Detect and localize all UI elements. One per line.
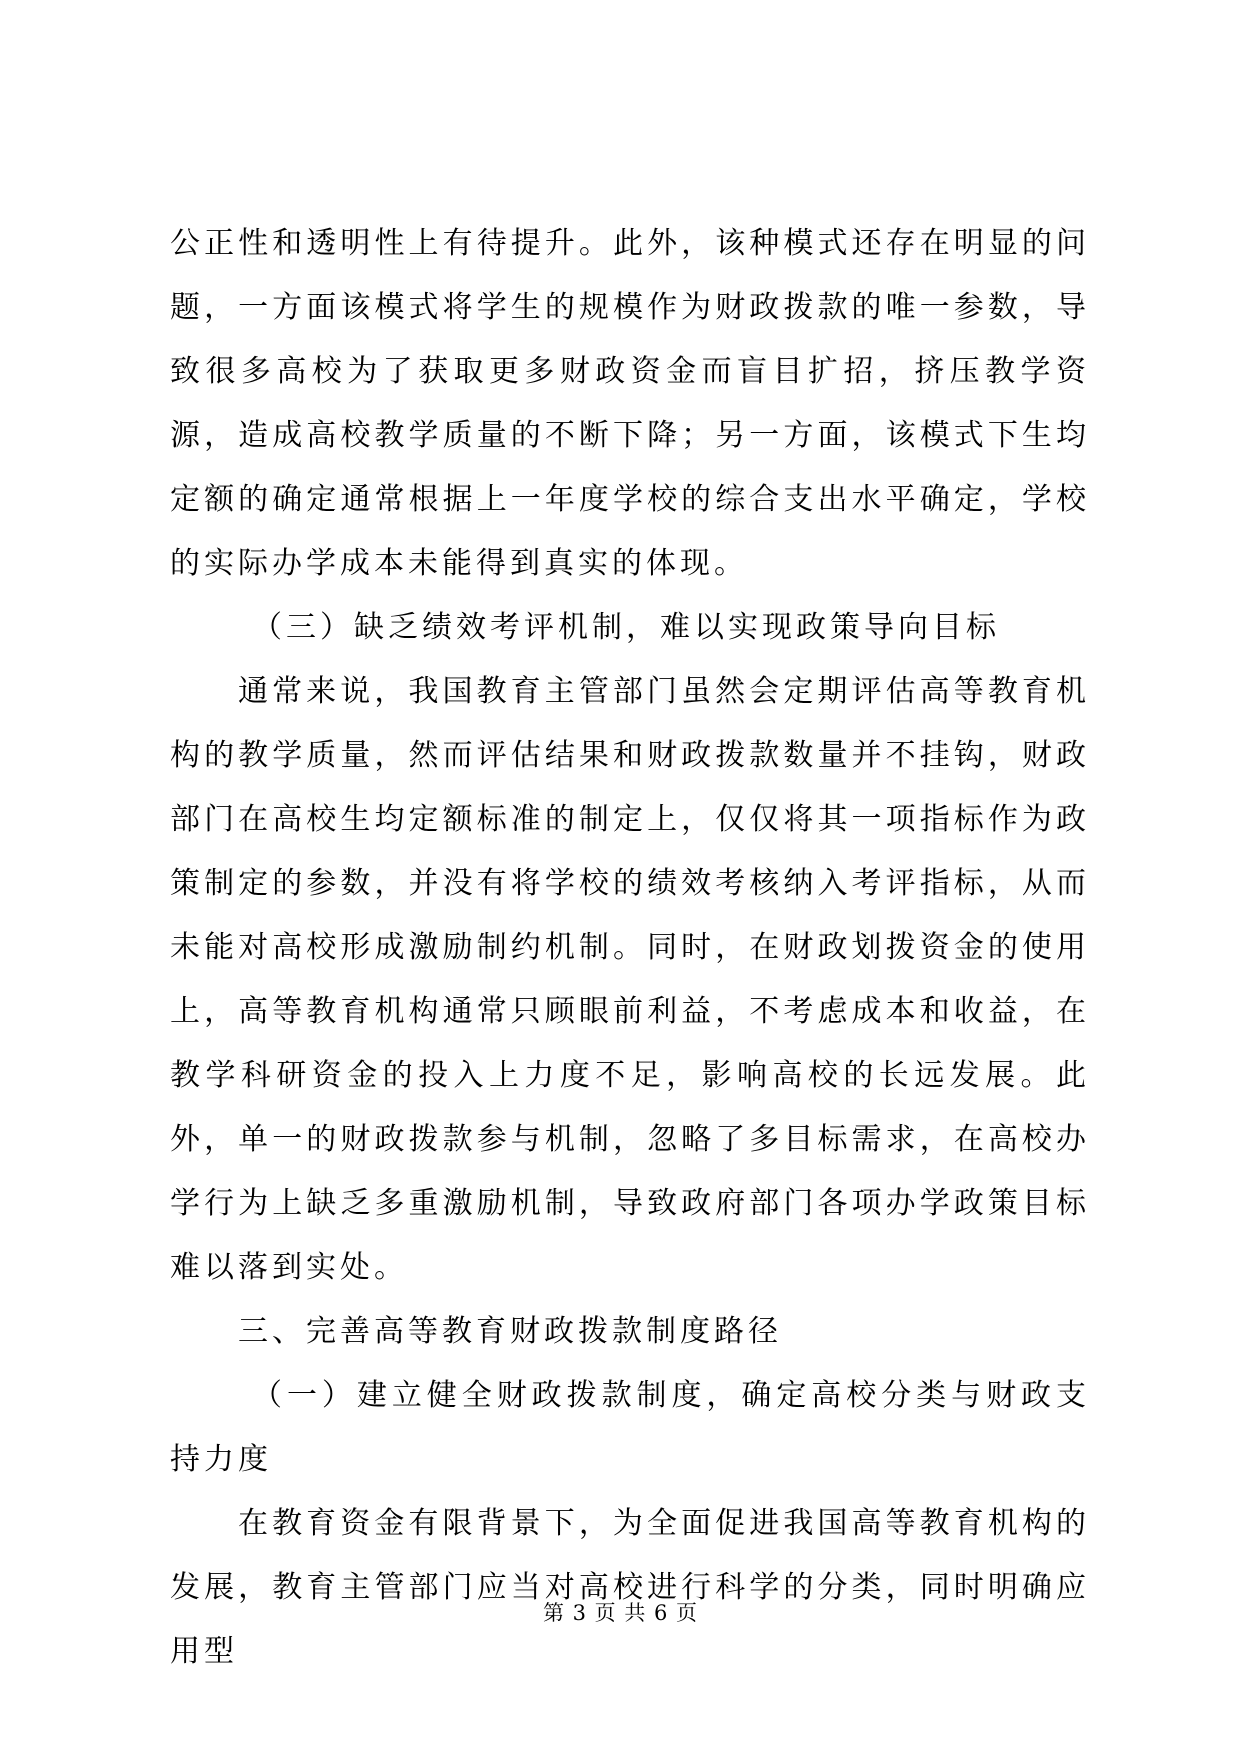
paragraph-funding-classification: 在教育资金有限背景下，为全面促进我国高等教育机构的发展，教育主管部门应当对高校进行科学的分类，同时明确应用型 [170, 1506, 1090, 1669]
subsection-heading-3: （三）缺乏绩效考评机制，难以实现政策导向目标 [252, 610, 1000, 645]
paragraph-continuation: 公正性和透明性上有待提升。此外，该种模式还存在明显的问题，一方面该模式将学生的规模作为财政拨款的唯一参数，导致很多高校为了获取更多财政资金而盲目扩招，挤压教学资源，造成高校教学质量的不断下降；另一方面，该模式下生均定额的确定通常根据上一年度学校的综合支出水平确定，学校的实际办学成本未能得到真实的体现。 [170, 226, 1090, 581]
paragraph-performance-evaluation: 通常来说，我国教育主管部门虽然会定期评估高等教育机构的教学质量，然而评估结果和财政拨款数量并不挂钩，财政部门在高校生均定额标准的制定上，仅仅将其一项指标作为政策制定的参数，并没有将学校的绩效考核纳入考评指标，从而未能对高校形成激励制约机制。同时，在财政划拨资金的使用上，高等教育机构通常只顾眼前利益，不考虑成本和收益，在教学科研资金的投入上力度不足，影响高校的长远发展。此外，单一的财政拨款参与机制，忽略了多目标需求，在高校办学行为上缺乏多重激励机制，导致政府部门各项办学政策目标难以落到实处。 [170, 674, 1090, 1285]
section-heading-3: 三、完善高等教育财政拨款制度路径 [238, 1314, 782, 1349]
subsection-heading-1: （一）建立健全财政拨款制度，确定高校分类与财政支持力度 [170, 1378, 1090, 1477]
document-body [170, 212, 1090, 1684]
page-number-footer: 第 3 页 共 6 页 [542, 1601, 699, 1625]
